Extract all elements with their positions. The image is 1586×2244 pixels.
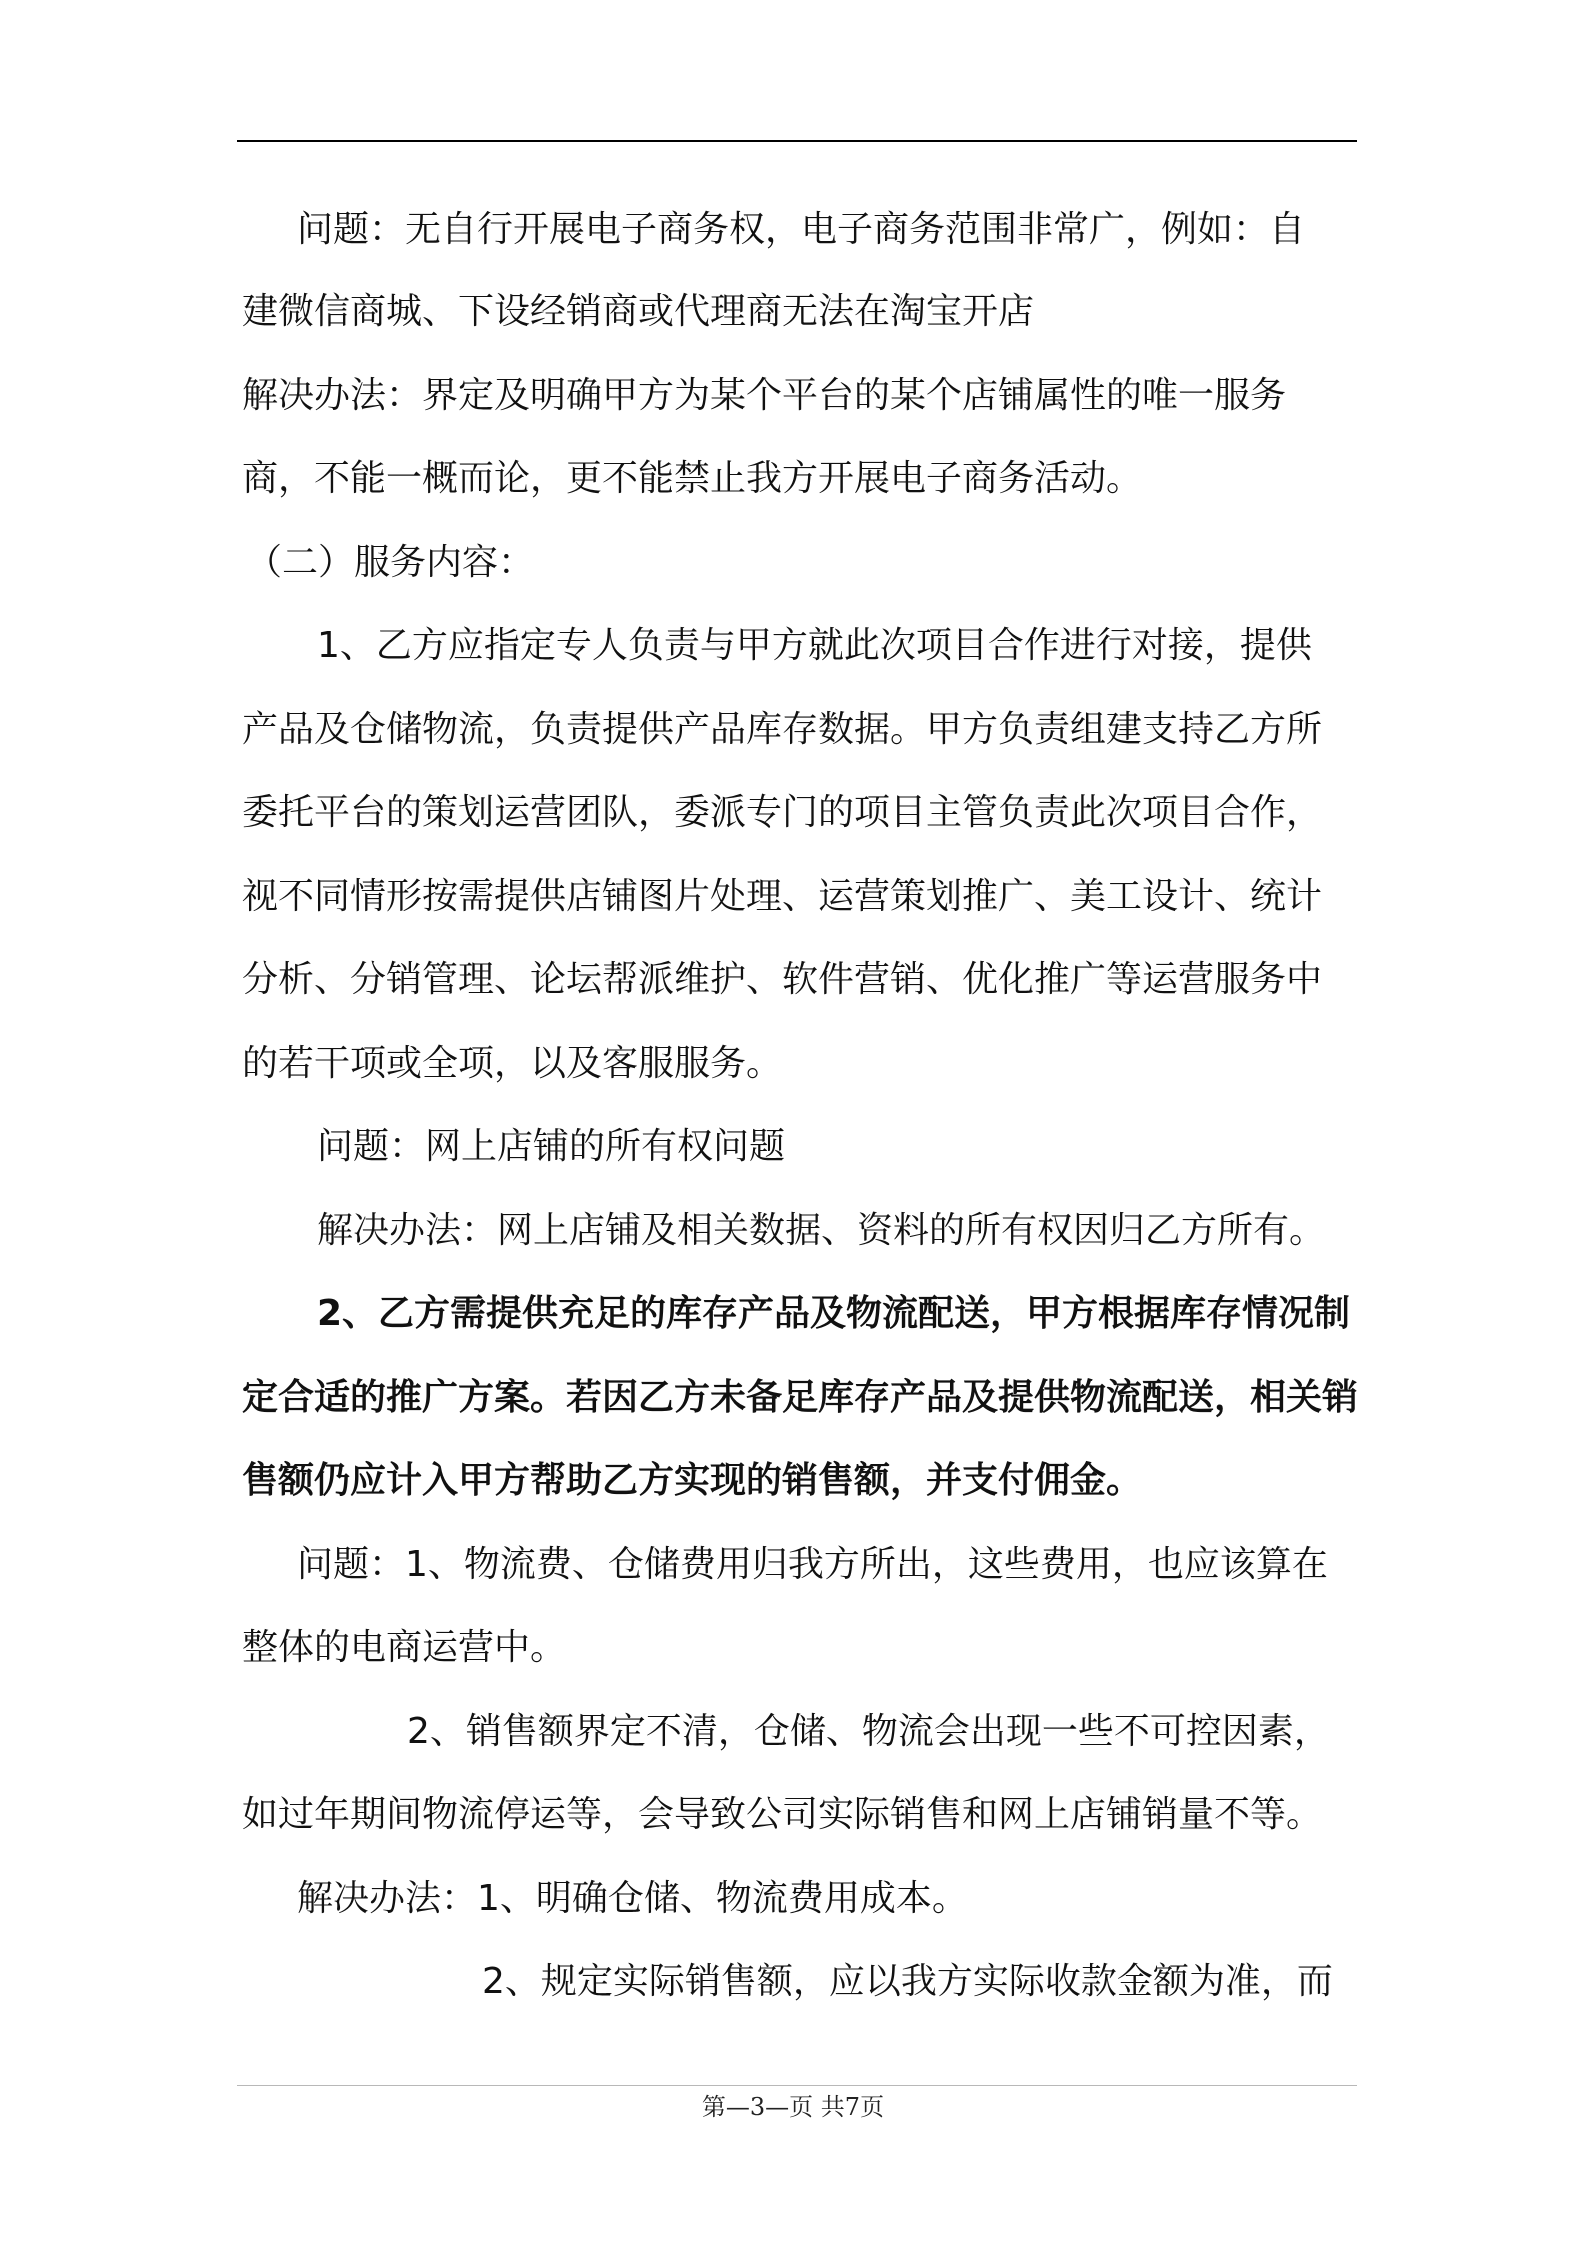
text-line: 1、乙方应指定专人负责与甲方就此次项目合作进行对接，提供 — [317, 625, 1312, 666]
text-line: 2、乙方需提供充足的库存产品及物流配送，甲方根据库存情况制 — [317, 1293, 1351, 1334]
text-line: 问题：1、物流费、仓储费用归我方所出，这些费用，也应该算在 — [297, 1544, 1328, 1585]
text-line: 整体的电商运营中。 — [242, 1627, 567, 1668]
text-line: 2、规定实际销售额，应以我方实际收款金额为准，而 — [482, 1961, 1333, 2002]
text-line: 售额仍应计入甲方帮助乙方实现的销售额，并支付佣金。 — [242, 1460, 1143, 1501]
text-line: （二）服务内容： — [246, 542, 535, 583]
text-line: 如过年期间物流停运等，会导致公司实际销售和网上店铺销量不等。 — [242, 1794, 1323, 1835]
text-line: 解决办法：1、明确仓储、物流费用成本。 — [297, 1878, 968, 1919]
page-number: 第—3—页 共7页 — [701, 2093, 885, 2121]
text-line: 商，不能一概而论，更不能禁止我方开展电子商务活动。 — [242, 458, 1143, 499]
text-line: 分析、分销管理、论坛帮派维护、软件营销、优化推广等运营服务中 — [242, 959, 1323, 1000]
footer-rule — [237, 2085, 1357, 2086]
text-line: 2、销售额界定不清，仓储、物流会出现一些不可控因素， — [407, 1711, 1330, 1752]
header-rule — [237, 140, 1357, 142]
text-line: 视不同情形按需提供店铺图片处理、运营策划推广、美工设计、统计 — [242, 876, 1323, 917]
text-line: 解决办法：网上店铺及相关数据、资料的所有权因归乙方所有。 — [317, 1210, 1326, 1251]
text-line: 问题：网上店铺的所有权问题 — [317, 1126, 786, 1167]
text-line: 建微信商城、下设经销商或代理商无法在淘宝开店 — [242, 291, 1035, 332]
text-line: 定合适的推广方案。若因乙方未备足库存产品及提供物流配送，相关销 — [242, 1377, 1358, 1418]
text-line: 解决办法：界定及明确甲方为某个平台的某个店铺属性的唯一服务 — [242, 375, 1287, 416]
text-line: 委托平台的策划运营团队，委派专门的项目主管负责此次项目合作， — [242, 792, 1323, 833]
text-line: 产品及仓储物流，负责提供产品库存数据。甲方负责组建支持乙方所 — [242, 709, 1323, 750]
text-line: 的若干项或全项，以及客服服务。 — [242, 1043, 783, 1084]
text-line: 问题：无自行开展电子商务权，电子商务范围非常广，例如：自 — [297, 209, 1306, 250]
